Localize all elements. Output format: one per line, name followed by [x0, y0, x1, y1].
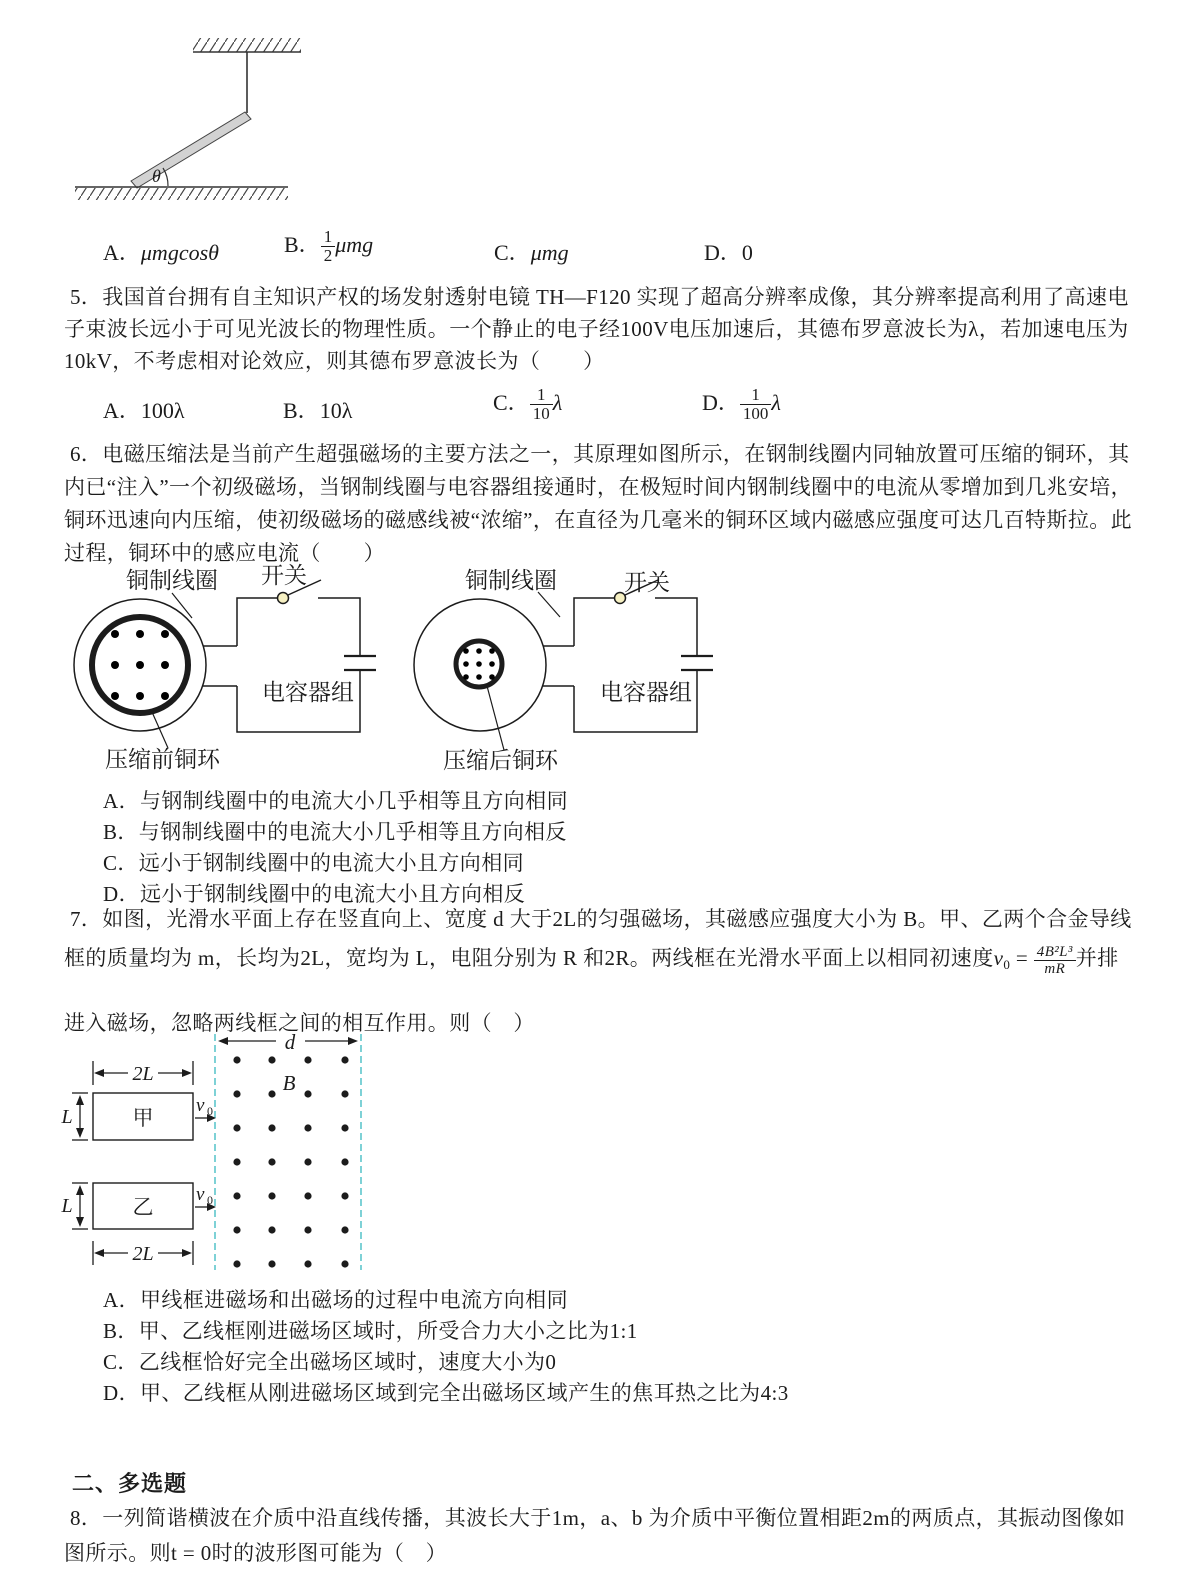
ring-after-label: 压缩后铜环 [443, 748, 558, 773]
q7-text-line: 进入磁场，忽略两线框之间的相互作用。则（ ） [64, 1011, 535, 1035]
q6-option-b: B．与钢制线圈中的电流大小几乎相等且方向相反 [103, 820, 567, 844]
fraction: $\frac{1}{2}$ [321, 228, 336, 266]
q8-text-line: 图所示。则t = 0时的波形图可能为（ ） [64, 1541, 448, 1565]
wire-frames-field-diagram [58, 1032, 378, 1272]
fraction: $\frac{1}{10}$ [530, 386, 553, 424]
option-value: 10λ [319, 398, 353, 423]
q7-option-b: B．甲、乙线框刚进磁场区域时，所受合力大小之比为1:1 [103, 1319, 638, 1343]
q5-option-d [702, 386, 781, 424]
switch-icon [278, 593, 289, 604]
ceiling-hatch [193, 38, 301, 52]
l-label-yi: L [61, 1195, 73, 1217]
l-dimension-yi [72, 1183, 88, 1229]
capacitor-label: 电容器组 [262, 680, 354, 705]
ground-hatch [75, 188, 288, 200]
q4-option-c [494, 236, 569, 267]
q7-line2-post: 并排 [1075, 945, 1119, 970]
capacitor-label: 电容器组 [600, 680, 692, 705]
coil-neck-wires [202, 646, 237, 686]
q6-text-line: 内已“注入”一个初级磁场，当钢制线圈与电容器组接通时，在极短时间内钢制线圈中的电流从零增加到几兆安培， [64, 475, 1133, 499]
option-label: A． [103, 240, 141, 265]
ring-before-label: 压缩前铜环 [105, 747, 220, 772]
option-math: μmgcosθ [140, 240, 219, 265]
l-dimension-jia [72, 1093, 88, 1140]
v0-symbol: v [993, 945, 1004, 970]
velocity-fraction: $\frac{\text{4B²L³}}{mR}$ [1034, 944, 1076, 977]
q4-option-b [284, 228, 373, 266]
section-heading: 二、多选题 [72, 1471, 188, 1496]
theta-label: θ [152, 166, 161, 186]
leader-line [487, 686, 504, 750]
q6-text-line: 6．电磁压缩法是当前产生超强磁场的主要方法之一，其原理如图所示，在钢制线圈内同轴放置可压缩的铜环，其 [70, 442, 1130, 466]
q7-option-a: A．甲线框进磁场和出磁场的过程中电流方向相同 [103, 1288, 568, 1312]
compression-circuits-diagram [70, 556, 715, 778]
option-label: D． [702, 390, 740, 416]
field-dots-before [111, 630, 169, 700]
leader-line [538, 592, 560, 617]
d-label: d [284, 1032, 296, 1054]
option-math: μmg [530, 240, 569, 265]
q5-text-line: 10kV，不考虑相对论效应，则其德布罗意波长为（ ） [64, 349, 605, 373]
q4-option-a [103, 236, 219, 267]
option-label: A． [103, 398, 141, 423]
field-dots-after [463, 648, 495, 680]
circuit-wires [574, 598, 697, 732]
l-label-jia: L [61, 1106, 73, 1128]
option-math: μmg [335, 232, 374, 258]
rod [131, 112, 251, 188]
option-label: B． [283, 398, 320, 423]
q7-line2-pre: 框的质量均为 m，长均为2L，宽均为 L，电阻分别为 R 和2R。两线框在光滑水平面上以相同初速度 [64, 945, 994, 970]
v0-label-yi: v [196, 1184, 205, 1205]
fraction: $\frac{1}{100}$ [740, 386, 772, 424]
q5-option-b [283, 394, 352, 425]
q7-text-line-formula [64, 944, 1119, 977]
v0-label-jia: v [196, 1095, 205, 1116]
frame-jia-label: 甲 [132, 1106, 154, 1130]
q7-text-line: 7．如图，光滑水平面上存在竖直向上、宽度 d 大于2L的匀强磁场，其磁感应强度大小为 B。甲、乙两个合金导线 [70, 907, 1132, 931]
v0-subscript-yi: 0 [207, 1193, 213, 1207]
coil-label: 铜制线圈 [465, 568, 557, 593]
q5-text-line: 子束波长远小于可见光波长的物理性质。一个静止的电子经100V电压加速后，其德布罗意波长为λ，若加速电压为 [64, 317, 1129, 341]
equals-sign: = [1010, 945, 1034, 970]
option-label: C． [494, 240, 531, 265]
q5-text-line: 5．我国首台拥有自主知识产权的场发射透射电镜 TH—F120 实现了超高分辨率成像，其分辨率提高利用了高速电 [70, 285, 1129, 309]
coil-neck-wires [542, 646, 574, 686]
rod-on-ground-diagram [60, 30, 320, 210]
q7-option-d: D．甲、乙线框从刚进磁场区域到完全出磁场区域产生的焦耳热之比为4:3 [103, 1381, 789, 1405]
B-label: B [282, 1071, 296, 1095]
q6-text-line: 过程，铜环中的感应电流（ ） [64, 541, 385, 565]
q5-option-c [493, 386, 562, 424]
coil-label: 铜制线圈 [126, 568, 218, 593]
q5-option-a [103, 394, 185, 425]
two-l-label-bottom: 2L [132, 1243, 154, 1265]
q7-option-c: C．乙线框恰好完全出磁场区域时，速度大小为0 [103, 1350, 557, 1374]
frame-yi-label: 乙 [132, 1195, 154, 1219]
two-l-label-top: 2L [132, 1063, 154, 1085]
q6-option-a: A．与钢制线圈中的电流大小几乎相等且方向相同 [103, 789, 568, 813]
option-value: 100λ [140, 398, 185, 423]
capacitor-symbol [344, 656, 376, 670]
q6-text-line: 铜环迅速向内压缩，使初级磁场的磁感线被“浓缩”，在直径为几毫米的铜环区域内磁感应强度可达几百特斯拉。此 [64, 508, 1133, 532]
q6-option-c: C．远小于钢制线圈中的电流大小且方向相同 [103, 851, 525, 875]
option-label: B． [284, 232, 321, 258]
v0-subscript: 0 [1003, 956, 1011, 972]
option-math: 0 [741, 240, 753, 265]
switch-label: 开关 [261, 563, 307, 588]
q6-option-d: D．远小于钢制线圈中的电流大小且方向相反 [103, 882, 526, 906]
v0-subscript-jia: 0 [207, 1104, 213, 1118]
q8-text-line: 8．一列简谐横波在介质中沿直线传播，其波长大于1m，a、b 为介质中平衡位置相距2m的两质点，其振动图像如 [70, 1506, 1126, 1530]
option-label: C． [493, 390, 530, 416]
capacitor-symbol [681, 656, 713, 670]
option-suffix: λ [771, 390, 781, 416]
circuit-wires [237, 598, 360, 732]
switch-label: 开关 [624, 570, 670, 595]
option-label: D． [704, 240, 742, 265]
q4-option-d [704, 236, 753, 267]
option-suffix: λ [552, 390, 563, 416]
